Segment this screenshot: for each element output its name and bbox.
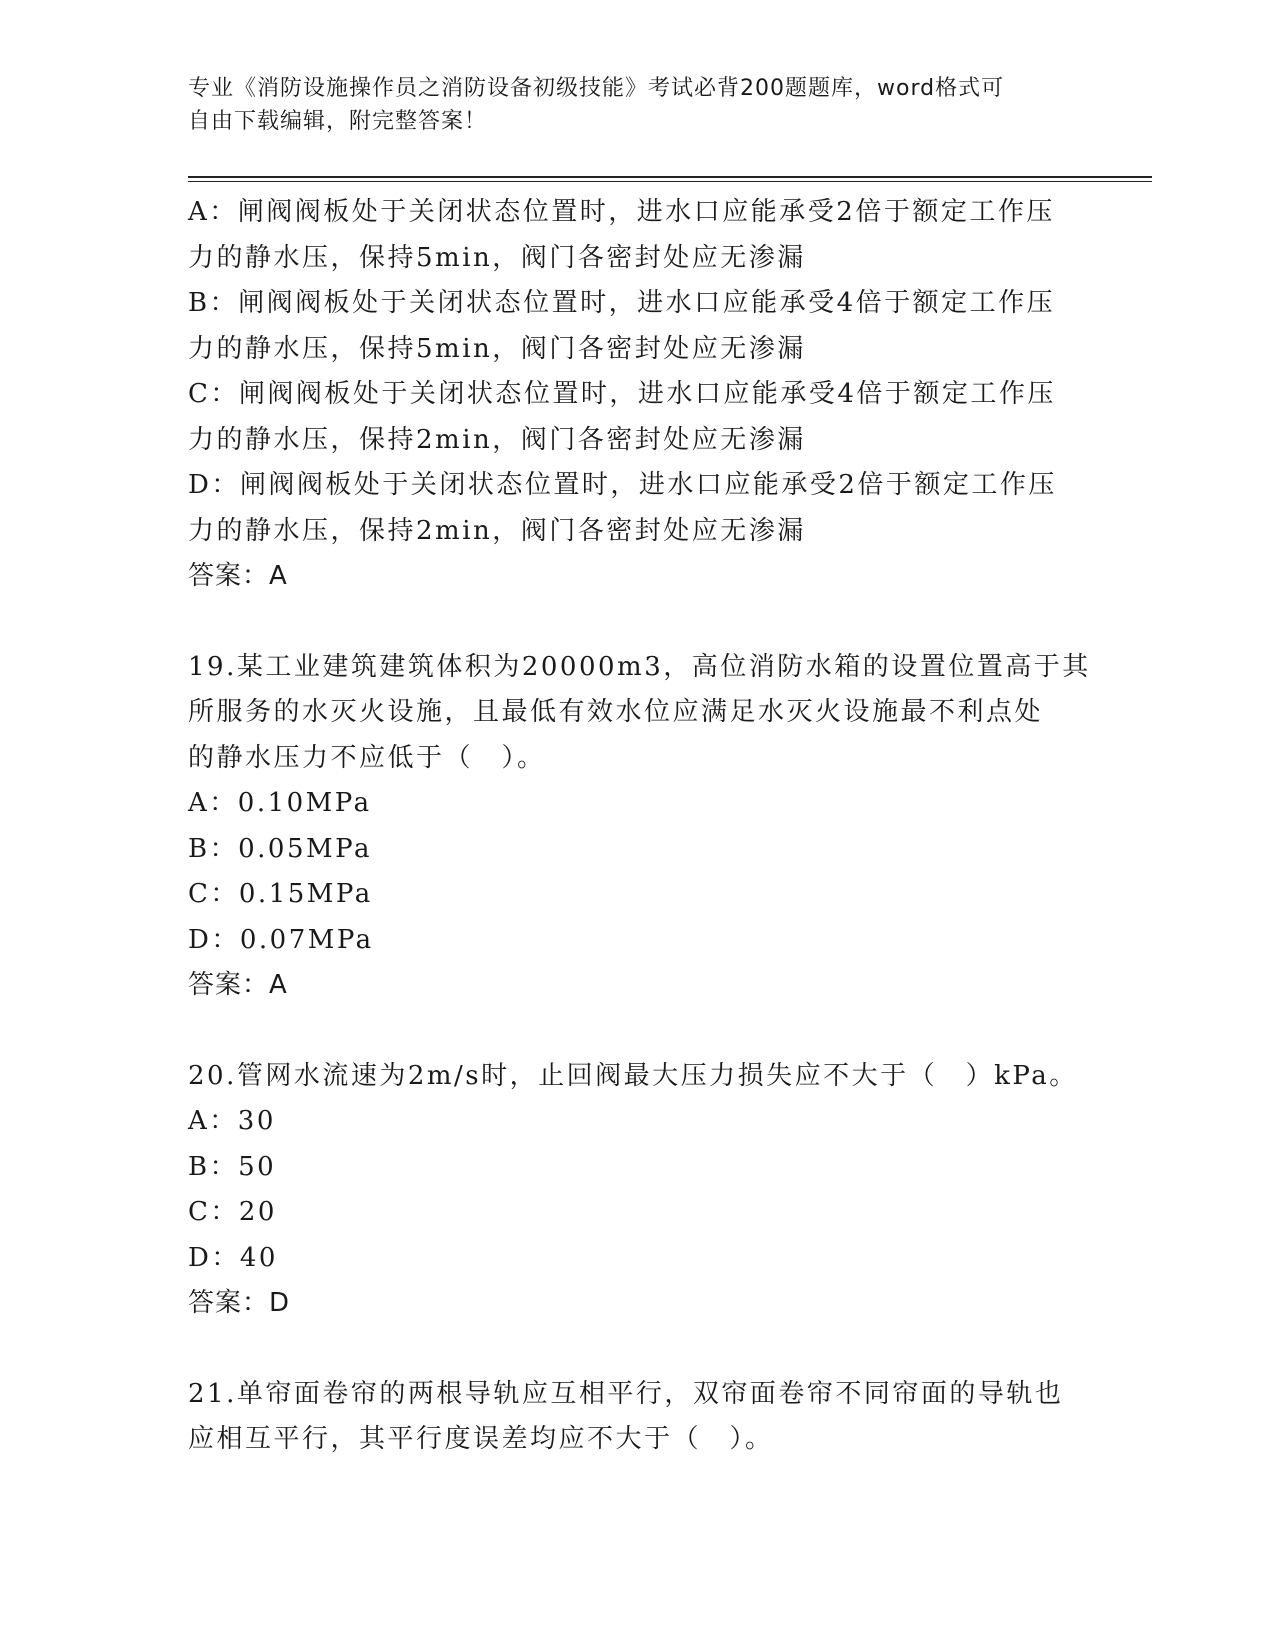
question-18-options [188,190,1088,600]
question-21-stem-line-1: 21.单帘面卷帘的两根导轨应互相平行，双帘面卷帘不同帘面的导轨也 [188,1378,1064,1409]
question-19-answer: 答案：A [188,970,288,1000]
question-19-option-c: C：0.15MPa [188,879,373,909]
option-b-line-2: 力的静水压，保持5min，阀门各密封处应无渗漏 [188,333,806,364]
question-20-answer: 答案：D [188,1288,291,1318]
question-20-stem-line-1: 20.管网水流速为2m/s时，止回阀最大压力损失应不大于（ ）kPa。 [188,1060,1078,1091]
question-18-answer: 答案：A [188,561,288,591]
header-line-2: 自由下载编辑，附完整答案！ [188,109,488,134]
header-divider-thin [188,181,1152,182]
question-20-option-b: B：50 [188,1151,277,1182]
question-20-option-a: A：30 [188,1106,276,1136]
question-20 [188,1054,1088,1327]
header-line-1: 专业《消防设施操作员之消防设备初级技能》考试必背200题题库，word格式可 [188,76,1005,101]
header-divider-thick [188,176,1152,178]
document-body [188,190,1091,1463]
option-c-line-1: C：闸阀阀板处于关闭状态位置时，进水口应能承受4倍于额定工作压 [188,379,1056,409]
question-19-option-b: B：0.05MPa [188,833,372,864]
option-a-line-1: A：闸阀阀板处于关闭状态位置时，进水口应能承受2倍于额定工作压 [188,197,1055,227]
option-d-line-2: 力的静水压，保持2min，阀门各密封处应无渗漏 [188,515,806,546]
question-19-stem-line-3: 的静水压力不应低于（ ）。 [188,742,546,773]
spacer [188,600,1088,645]
question-21-stem-line-2: 应相互平行，其平行度误差均应不大于（ ）。 [188,1424,774,1454]
option-d-line-1: D：闸阀阀板处于关闭状态位置时，进水口应能承受2倍于额定工作压 [188,470,1057,500]
question-20-option-c: C：20 [188,1197,277,1227]
question-19-stem-line-1: 19.某工业建筑建筑体积为20000m3，高位消防水箱的设置位置高于其 [188,651,1091,682]
option-a-line-2: 力的静水压，保持5min，阀门各密封处应无渗漏 [188,242,806,273]
question-19-option-a: A：0.10MPa [188,788,372,818]
document-header [188,72,1068,138]
question-19 [188,645,1091,1009]
question-19-option-d: D：0.07MPa [188,924,374,955]
option-b-line-1: B：闸阀阀板处于关闭状态位置时，进水口应能承受4倍于额定工作压 [188,288,1056,318]
question-21 [188,1372,1088,1463]
spacer [188,1009,1088,1054]
question-19-stem-line-2: 所服务的水灭火设施，且最低有效水位应满足水灭火设施最不利点处 [188,697,1044,727]
option-c-line-2: 力的静水压，保持2min，阀门各密封处应无渗漏 [188,424,806,455]
question-20-option-d: D：40 [188,1242,278,1273]
spacer [188,1327,1088,1372]
